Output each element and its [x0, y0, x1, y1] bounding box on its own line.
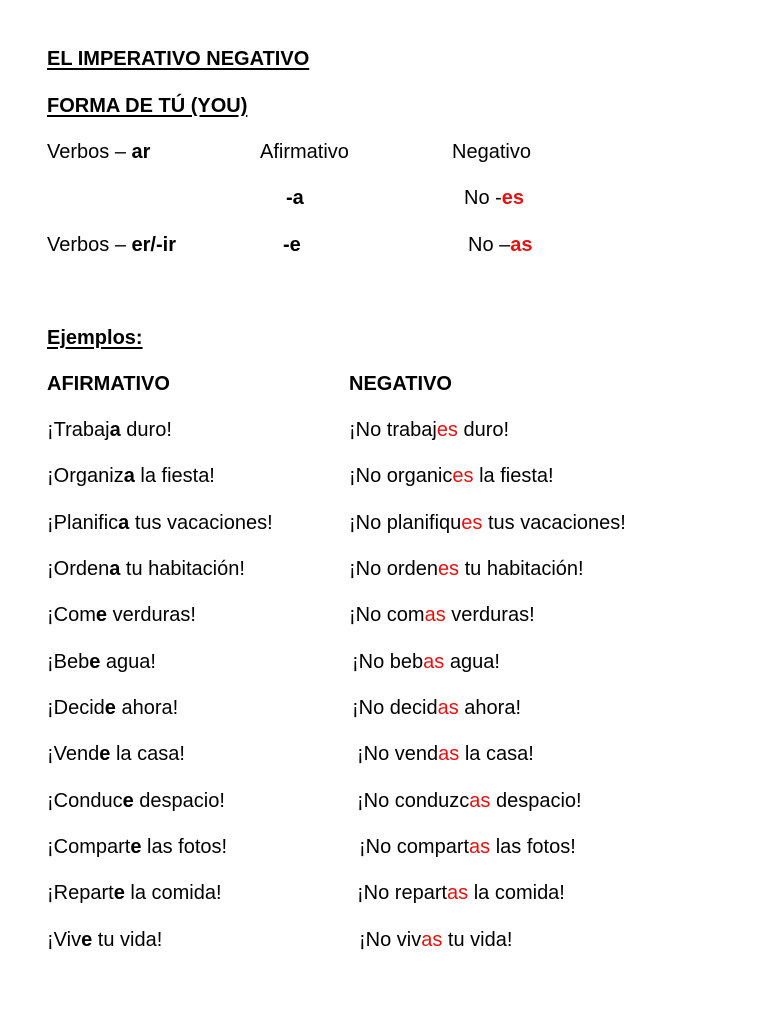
- example-affirmative: [47, 881, 222, 905]
- verb-ending: as: [438, 743, 460, 765]
- example-affirmative: [47, 742, 185, 766]
- verb-ending: es: [436, 419, 458, 441]
- verb-ending: e: [95, 604, 108, 626]
- phrase-rest: la comida!: [468, 882, 565, 904]
- example-negative: [349, 557, 584, 581]
- phrase-rest: tus vacaciones!: [129, 512, 273, 534]
- example-affirmative: [47, 835, 227, 859]
- rule-ar-affirmative-ending: -a: [286, 187, 304, 209]
- phrase-rest: la comida!: [124, 882, 222, 904]
- phrase-rest: las fotos!: [141, 836, 228, 858]
- verb-stem: ¡Orden: [47, 558, 110, 580]
- verb-stem: ¡Compart: [47, 836, 131, 858]
- example-negative: [352, 650, 500, 674]
- verb-ending: e: [122, 790, 134, 812]
- verb-ending: as: [423, 651, 445, 673]
- example-negative: [352, 696, 521, 720]
- rule-ar-ending: ar: [131, 141, 151, 163]
- example-negative: [359, 835, 576, 859]
- rule-er-ir-negative-prefix: No –: [468, 234, 511, 256]
- verb-stem: ¡No decid: [352, 697, 438, 719]
- rule-er-ir-negative-ending: [468, 233, 533, 257]
- example-negative: [359, 928, 512, 952]
- example-affirmative: [47, 650, 156, 674]
- page-title: EL IMPERATIVO NEGATIVO: [47, 48, 310, 70]
- verb-stem: ¡No compart: [359, 836, 470, 858]
- rule-ar-label: [47, 140, 150, 164]
- verb-stem: ¡Conduc: [47, 790, 123, 812]
- verb-stem: ¡No trabaj: [349, 419, 437, 441]
- example-affirmative: [47, 603, 196, 627]
- rule-ar-negative-prefix: No -: [464, 187, 502, 209]
- phrase-rest: tu habitación!: [120, 558, 245, 580]
- verb-ending: as: [424, 604, 446, 626]
- verb-stem: ¡Organiz: [47, 465, 124, 487]
- example-negative: [349, 511, 626, 535]
- verb-stem: ¡Trabaj: [47, 419, 110, 441]
- phrase-rest: la fiesta!: [473, 465, 554, 487]
- example-affirmative: [47, 928, 162, 952]
- phrase-rest: tu habitación!: [459, 558, 584, 580]
- rule-header-affirmative: Afirmativo: [260, 141, 349, 163]
- example-negative: [357, 881, 565, 905]
- verb-ending: e: [89, 651, 101, 673]
- verb-stem: ¡No planifiqu: [349, 512, 462, 534]
- verb-ending: as: [469, 836, 491, 858]
- phrase-rest: verduras!: [107, 604, 196, 626]
- verb-ending: as: [447, 882, 469, 904]
- verb-stem: ¡Decid: [47, 697, 105, 719]
- verb-ending: e: [130, 836, 142, 858]
- verb-ending: es: [437, 558, 460, 580]
- rule-er-ir-label: [47, 233, 176, 257]
- rule-er-ir-affirmative-ending: -e: [283, 234, 301, 256]
- verb-ending: e: [99, 743, 111, 765]
- verb-stem: ¡No vend: [357, 743, 439, 765]
- phrase-rest: duro!: [457, 419, 510, 441]
- verb-ending: e: [104, 697, 116, 719]
- example-affirmative: [47, 696, 178, 720]
- verb-stem: ¡No repart: [357, 882, 448, 904]
- verb-ending: a: [109, 558, 121, 580]
- rule-er-ir-ending: er/-ir: [131, 234, 176, 256]
- verb-ending: as: [469, 790, 491, 812]
- verb-stem: ¡No orden: [349, 558, 438, 580]
- phrase-rest: duro!: [120, 419, 172, 441]
- example-affirmative: [47, 789, 225, 813]
- verb-ending: es: [452, 465, 474, 487]
- examples-heading: Ejemplos:: [47, 327, 143, 349]
- phrase-rest: verduras!: [445, 604, 535, 626]
- example-affirmative: [47, 418, 172, 442]
- phrase-rest: agua!: [100, 651, 156, 673]
- example-affirmative: [47, 557, 245, 581]
- example-negative: [357, 742, 534, 766]
- column-header-affirmative: AFIRMATIVO: [47, 373, 170, 395]
- rule-header-negative: Negativo: [452, 141, 531, 163]
- verb-ending: es: [461, 512, 483, 534]
- verb-stem: ¡No viv: [359, 929, 422, 951]
- verb-stem: ¡No organic: [349, 465, 453, 487]
- verb-ending: as: [421, 929, 443, 951]
- phrase-rest: la casa!: [110, 743, 185, 765]
- verb-ending: a: [123, 465, 135, 487]
- phrase-rest: la fiesta!: [134, 465, 215, 487]
- verb-ending: e: [113, 882, 125, 904]
- phrase-rest: tu vida!: [92, 929, 163, 951]
- verb-ending: e: [81, 929, 93, 951]
- verb-stem: ¡Planific: [47, 512, 119, 534]
- verb-ending: a: [118, 512, 130, 534]
- rule-er-ir-prefix: Verbos –: [47, 234, 132, 256]
- phrase-rest: tu vida!: [442, 929, 513, 951]
- verb-ending: as: [437, 697, 459, 719]
- rule-er-ir-negative-suffix: as: [510, 234, 533, 256]
- verb-stem: ¡Vend: [47, 743, 100, 765]
- example-negative: [349, 603, 535, 627]
- example-affirmative: [47, 464, 215, 488]
- verb-stem: ¡No conduzc: [357, 790, 470, 812]
- rule-ar-negative-ending: [464, 186, 524, 210]
- rule-ar-prefix: Verbos –: [47, 141, 132, 163]
- column-header-negative: NEGATIVO: [349, 373, 452, 395]
- example-negative: [349, 464, 554, 488]
- verb-ending: a: [109, 419, 121, 441]
- rule-ar-negative-suffix: es: [501, 187, 525, 209]
- phrase-rest: despacio!: [490, 790, 582, 812]
- example-affirmative: [47, 511, 273, 535]
- phrase-rest: despacio!: [133, 790, 225, 812]
- verb-stem: ¡No beb: [352, 651, 424, 673]
- verb-stem: ¡Viv: [47, 929, 82, 951]
- phrase-rest: ahora!: [115, 697, 179, 719]
- verb-stem: ¡No com: [349, 604, 425, 626]
- phrase-rest: la casa!: [459, 743, 534, 765]
- phrase-rest: agua!: [444, 651, 500, 673]
- page-subtitle: FORMA DE TÚ (YOU): [47, 95, 248, 117]
- phrase-rest: ahora!: [458, 697, 521, 719]
- phrase-rest: las fotos!: [490, 836, 576, 858]
- example-negative: [349, 418, 509, 442]
- phrase-rest: tus vacaciones!: [482, 512, 626, 534]
- example-negative: [357, 789, 582, 813]
- verb-stem: ¡Repart: [47, 882, 114, 904]
- verb-stem: ¡Beb: [47, 651, 90, 673]
- verb-stem: ¡Com: [47, 604, 96, 626]
